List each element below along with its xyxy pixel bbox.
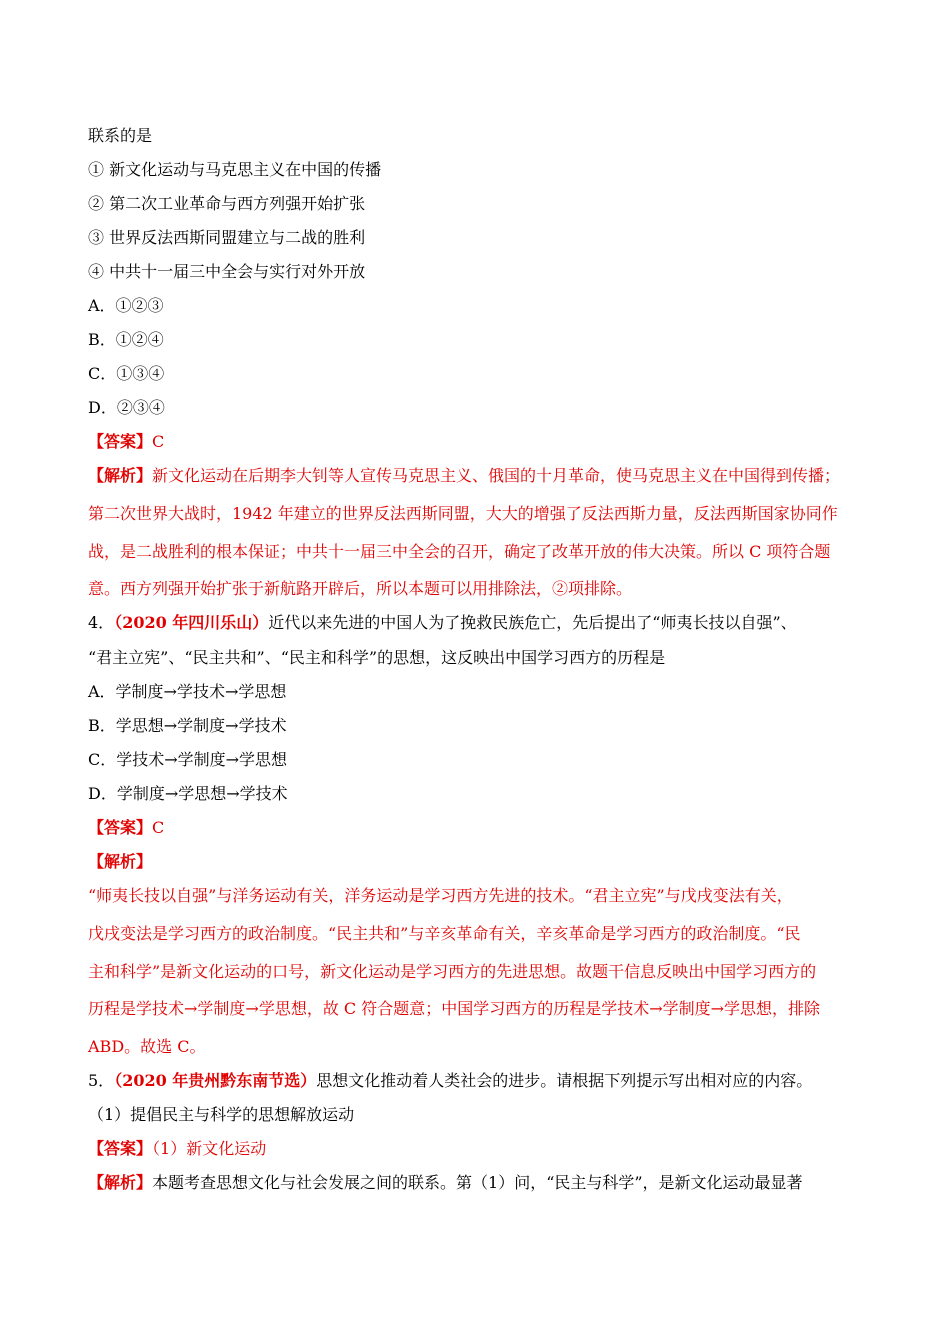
q4-option-c: C．学技术→学制度→学思想 (88, 750, 288, 769)
answer-value: C (152, 818, 165, 837)
q4-stem-line1 (88, 613, 797, 633)
q4-analysis-line: 戊戌变法是学习西方的政治制度。“民主共和”与辛亥革命有关，辛亥革命是学习西方的政治制度。“民 (88, 924, 801, 943)
q3-item: ② 第二次工业革命与西方列强开始扩张 (88, 194, 366, 213)
q5-stem (88, 1071, 812, 1091)
q4-analysis-line: “师夷长技以自强”与洋务运动有关，洋务运动是学习西方先进的技术。“君主立宪”与戊戌变法有关， (88, 886, 793, 905)
q5-analysis-line (88, 1173, 803, 1193)
analysis-text: 新文化运动在后期李大钊等人宣传马克思主义、俄国的十月革命，使马克思主义在中国得到传播； (152, 466, 841, 485)
q4-analysis-line: 主和科学”是新文化运动的口号，新文化运动是学习西方的先进思想。故题干信息反映出中国学习西方的 (88, 962, 817, 981)
q5-source: （2020 年贵州黔东南节选） (114, 1071, 317, 1090)
q3-item: ④ 中共十一届三中全会与实行对外开放 (88, 262, 366, 281)
q4-analysis-tag (88, 852, 152, 872)
answer-tag: 【答案】 (88, 432, 153, 451)
q3-option-d: D．②③④ (88, 398, 165, 417)
q3-analysis-line: 第二次世界大战时，1942 年建立的世界反法西斯同盟，大大的增强了反法西斯力量，反法西斯国家协同作 (88, 504, 838, 523)
q3-option-b: B．①②④ (88, 330, 164, 349)
q3-option-a: A．①②③ (88, 296, 164, 315)
q4-stem-text: 近代以来先进的中国人为了挽救民族危亡，先后提出了“师夷长技以自强”、 (268, 613, 797, 632)
analysis-text: 本题考查思想文化与社会发展之间的联系。第（1）问，“民主与科学”，是新文化运动最显著 (152, 1173, 803, 1192)
q3-item: ① 新文化运动与马克思主义在中国的传播 (88, 160, 382, 179)
q3-analysis-line (88, 466, 840, 486)
answer-tag: 【答案】 (88, 1139, 153, 1158)
q5-sub1: （1）提倡民主与科学的思想解放运动 (88, 1105, 355, 1124)
q3-analysis-line: 战，是二战胜利的根本保证；中共十一届三中全会的召开，确定了改革开放的伟大决策。所以 C 项符合题 (88, 542, 831, 561)
analysis-tag: 【解析】 (88, 466, 153, 485)
analysis-tag: 【解析】 (88, 852, 153, 871)
q3-option-c: C．①③④ (88, 364, 165, 383)
q4-stem-line2: “君主立宪”、“民主共和”、“民主和科学”的思想，这反映出中国学习西方的历程是 (88, 648, 666, 667)
q4-answer (88, 818, 164, 838)
q3-analysis-line: 意。西方列强开始扩张于新航路开辟后，所以本题可以用排除法，②项排除。 (88, 579, 633, 598)
q4-source: （2020 年四川乐山） (114, 613, 269, 632)
q4-analysis-line: ABD。故选 C。 (88, 1037, 206, 1056)
q4-option-d: D．学制度→学思想→学技术 (88, 784, 288, 803)
q4-number: 4． (88, 613, 115, 632)
q4-analysis-line: 历程是学技术→学制度→学思想，故 C 符合题意；中国学习西方的历程是学技术→学制度→学思想，排除 (88, 999, 821, 1018)
answer-value: （1）新文化运动 (152, 1139, 267, 1158)
q4-option-b: B．学思想→学制度→学技术 (88, 716, 287, 735)
q5-stem-text: 思想文化推动着人类社会的进步。请根据下列提示写出相对应的内容。 (316, 1071, 813, 1090)
q5-number: 5． (88, 1071, 115, 1090)
answer-tag: 【答案】 (88, 818, 153, 837)
q3-answer (88, 432, 164, 452)
analysis-tag: 【解析】 (88, 1173, 153, 1192)
q5-answer (88, 1139, 266, 1159)
answer-value: C (152, 432, 165, 451)
q3-item: ③ 世界反法西斯同盟建立与二战的胜利 (88, 228, 366, 247)
q4-option-a: A．学制度→学技术→学思想 (88, 682, 287, 701)
q3-stem-tail: 联系的是 (88, 126, 153, 145)
